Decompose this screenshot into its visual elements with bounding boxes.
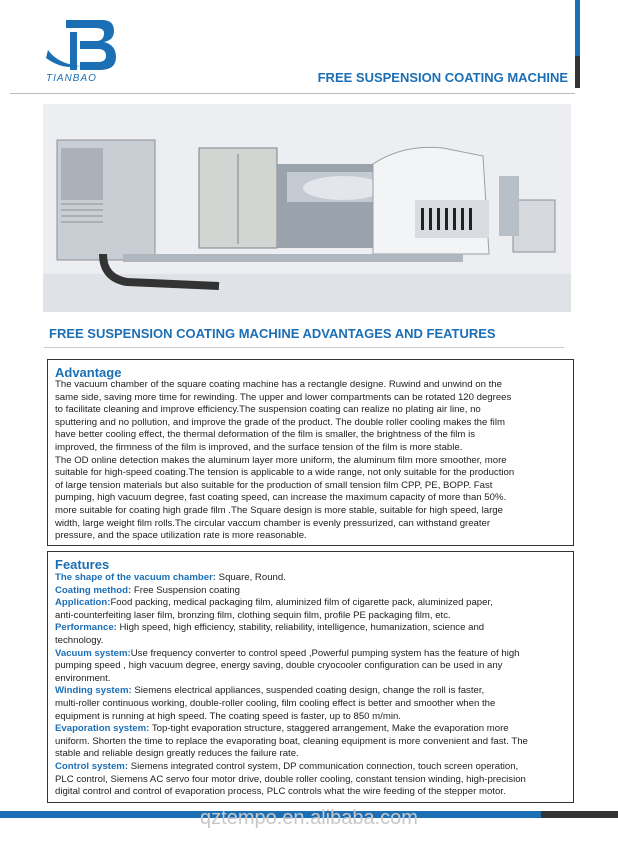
advantage-line: pressure, and the space utilization rate is more reasonable. (55, 530, 307, 542)
watermark: qztempo.en.alibaba.com (200, 807, 418, 829)
feature-control-system (55, 761, 567, 799)
feature-value: Square, Round. (216, 572, 286, 583)
header-title: FREE SUSPENSION COATING MACHINE (317, 70, 568, 85)
feature-performance (55, 622, 567, 647)
feature-value: uniform. Shorten the time to replace the evaporating boat, cleaning equipment is more convenient and fast. The (55, 735, 528, 747)
feature-value: digital control and control of evaporation process, PLC controls what the wire feeding of the stepper motor. (55, 786, 506, 798)
feature-label: Coating method: (55, 584, 132, 596)
advantage-line: to facilitate cleaning and improve efficiency.The suspension coating can realize no plating air line, no (55, 404, 481, 416)
section-divider (44, 347, 564, 348)
feature-value: Food packing, medical packaging film, aluminized film of cigarette pack, aluminized paper, (110, 597, 493, 609)
header-divider (10, 93, 575, 94)
feature-value: stable and reliable design greatly reduces the failure rate. (55, 748, 299, 760)
advantage-line: pumping, high vacuum degree, fast coating speed, can increase the maximum capacity of more than 50%. (55, 492, 507, 504)
feature-value: High speed, high efficiency, stability, reliability, intelligence, humanization, science and (116, 622, 485, 634)
feature-label: The shape of the vacuum chamber: (55, 572, 216, 583)
feature-value: multi-roller continuous working, double-roller cooling, film cooling effect is better and smoother when the (55, 697, 496, 709)
advantage-heading: Advantage (55, 365, 122, 380)
feature-label: Evaporation system: (55, 723, 150, 735)
feature-value: PLC control, Siemens AC servo four motor drive, double roller cooling, constant tension winding, high-precision (55, 773, 526, 785)
advantage-line: sputtering and no pollution, and improve the grade of the product. The double roller cooling makes the film (55, 416, 505, 428)
feature-label: Performance: (55, 622, 117, 634)
feature-value: Use frequency converter to control speed ,Powerful pumping system has the feature of high (130, 647, 520, 659)
feature-value: Siemens integrated control system, DP communication connection, touch screen operation, (128, 760, 519, 772)
feature-label: Vacuum system: (55, 647, 131, 659)
feature-coating-method (55, 585, 567, 598)
advantage-line: The vacuum chamber of the square coating machine has a rectangle designe. Ruwind and unwind on the (55, 379, 502, 390)
advantage-line: more suitable for coating high grade film .The Square design is more stable, suitable for high speed, large (55, 504, 503, 516)
advantage-line: suitable for high-speed coating.The tension is applicable to a wide range, not only suitable for the production (55, 467, 515, 479)
feature-value: Free Suspension coating (131, 584, 241, 596)
feature-vacuum-chamber-shape (55, 572, 567, 585)
section-title: FREE SUSPENSION COATING MACHINE ADVANTAGES AND FEATURES (49, 326, 496, 341)
feature-vacuum-system (55, 648, 567, 686)
feature-label: Winding system: (55, 685, 132, 697)
feature-value: anti-counterfeiting laser film, bronzing film, clothing sequin film, profile PE packaging film, etc. (55, 609, 451, 621)
feature-application (55, 597, 567, 622)
features-box (47, 551, 574, 803)
feature-value: pumping speed , high vacuum degree, energy saving, double cryocooler configuration can be used in any (55, 660, 503, 672)
brand-name: TIANBAO (46, 73, 97, 84)
feature-label: Application: (55, 597, 111, 609)
advantage-line: of large tension materials but also suitable for the production of small tension film CPP, PE, BOPP. Fast (55, 479, 493, 491)
advantage-line: have better cooling effect, the thermal deformation of the film is smaller, the brightness of the film is (55, 429, 476, 441)
feature-value: technology. (55, 634, 104, 646)
advantage-line: improved, the firmness of the film is improved, and the surface tension of the film is more stable. (55, 441, 463, 453)
advantage-box (47, 359, 574, 546)
advantage-line: width, large weight film rolls.The circular vaccum chamber is evenly pressurized, can withstand greater (55, 517, 491, 529)
feature-value: Top-tight evaporation structure, staggered arrangement, Make the evaporation more (149, 723, 509, 735)
advantage-text (55, 379, 567, 543)
feature-label: Control system: (55, 760, 129, 772)
advantage-line: same side, saving more time for rewinding. The upper and lower compartments can be rotated 120 degrees (55, 391, 512, 403)
feature-value: environment. (55, 672, 111, 684)
coating-machine-photo (43, 104, 571, 312)
feature-value: equipment is running at high speed. The coating speed is faster, up to 850 m/min. (55, 710, 401, 722)
advantage-line: The OD online detection makes the aluminum layer more uniform, the aluminum film more smoother, more (55, 454, 507, 466)
feature-value: Siemens electrical appliances, suspended coating design, change the roll is faster, (131, 685, 485, 697)
feature-evaporation-system (55, 723, 567, 761)
feature-winding-system (55, 685, 567, 723)
features-heading: Features (55, 557, 110, 572)
features-list (55, 572, 567, 799)
top-accent-bar-dark (575, 56, 580, 88)
